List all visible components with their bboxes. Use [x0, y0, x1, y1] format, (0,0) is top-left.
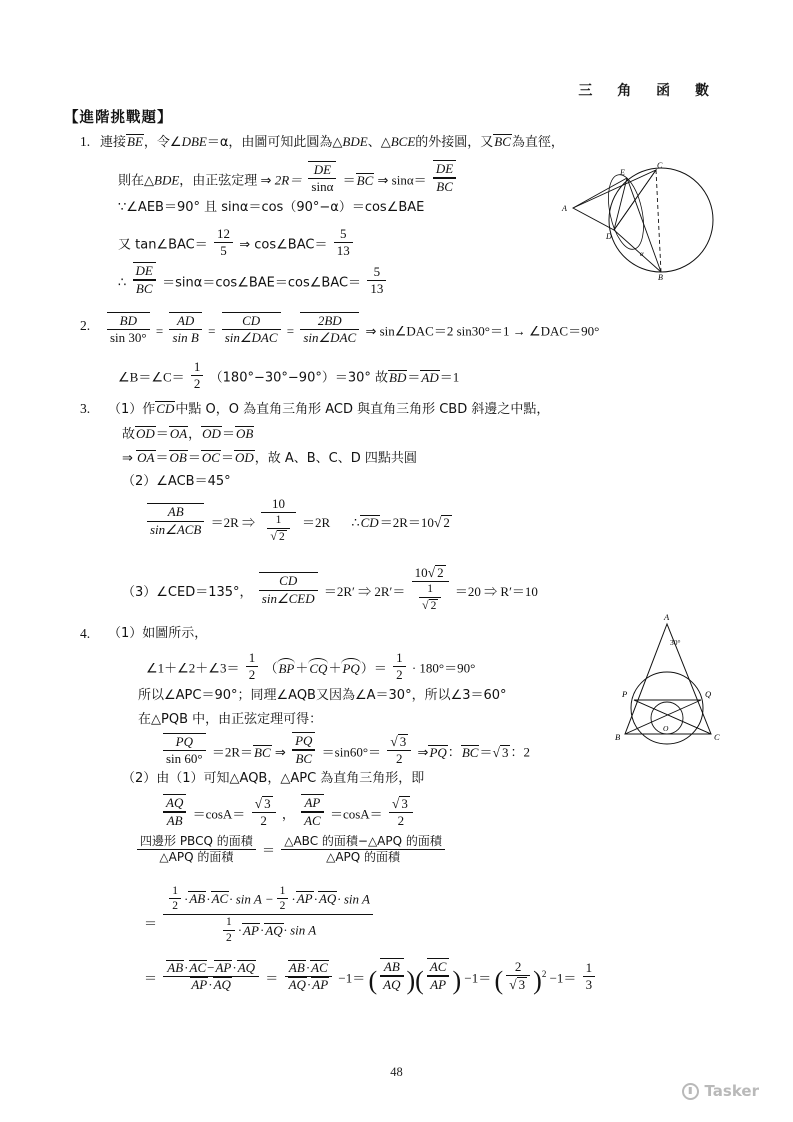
p3l3-t1: ，故 A、B、C、D 四點共圓	[254, 451, 417, 466]
p1l1-t4: 、△	[367, 135, 391, 150]
p2-sinb: sin B	[172, 330, 199, 346]
p4l10-fraction-1	[163, 960, 259, 994]
p3l3-oc: OC	[201, 450, 220, 465]
p1l4-t2: ⇒ cos∠BAC＝	[239, 237, 328, 253]
problem-4-line-4: 在△PQB 中，由正弦定理可得：	[138, 712, 323, 727]
p4l7-rn-val: 3	[264, 796, 271, 811]
p3-ab: AB	[147, 503, 204, 521]
p2-cd: CD	[222, 312, 281, 330]
problem-4-line-9	[144, 884, 376, 946]
p4l8-n2: △ABC 的面積−△APQ 的面積	[281, 834, 445, 850]
p3-eqr: ＝2R ⇒	[210, 514, 256, 530]
p4l10-resd: 3	[585, 977, 593, 993]
p1l2-arrow: ⇒	[260, 172, 272, 188]
problem-4-line-3: 所以∠APC＝90°；同理∠AQB又因為∠A＝30°，所以∠3＝60°	[138, 688, 507, 703]
p4l2-close: ）＝	[360, 660, 387, 676]
p1l2-fraction-de-sina	[308, 161, 336, 196]
svg-text:30°: 30°	[670, 638, 681, 647]
p3l6-inner-fraction	[419, 582, 441, 613]
p4l7-ab: AB	[163, 812, 186, 830]
p4l7-rn2: √ 3	[389, 795, 413, 813]
p3l1-t2: 中點 O，O 為直角三角形 ACD 與直角三角形 CBD 斜邊之中點，	[175, 402, 550, 417]
problem-4-figure	[601, 608, 741, 763]
p4-fraction-pq-bc	[292, 732, 315, 768]
p4l5-eq: ＝	[479, 744, 493, 760]
problem-1-line-1	[100, 134, 564, 151]
p4l10-exponent: 2	[541, 969, 547, 980]
p4l10-m1: −1＝	[338, 970, 366, 986]
p3-res-sqrt-val: 2	[443, 514, 450, 530]
section-title: 【進階挑戰題】	[64, 110, 173, 126]
p1l1-bce: BCE	[390, 134, 416, 149]
p1l4-n2: 5	[334, 226, 353, 243]
p3-sqrt2: √ 2	[270, 528, 285, 543]
p4l10-n2: AB·AC	[285, 960, 333, 977]
problem-2-number: 2.	[80, 318, 91, 333]
problem-3-line-1	[108, 401, 549, 418]
p3l3-ob: OB	[169, 450, 187, 465]
p4l8-d2: △APQ 的面積	[326, 850, 401, 864]
p4l10-d-aq: AQ	[213, 977, 231, 993]
p1l5-n: 5	[367, 264, 386, 281]
p4l10-paren-close-1: )	[406, 966, 416, 995]
p4l10-p1	[380, 958, 403, 994]
p4l10-minus: −	[207, 960, 215, 975]
p4l5-bc3: BC	[461, 744, 479, 760]
p1l1-bde: BDE	[342, 134, 368, 149]
problem-3-line-6	[122, 564, 538, 614]
p1l4-d: 5	[220, 243, 227, 259]
p1l2-bc: BC	[356, 172, 374, 188]
p4l10-d2: AQ·AP	[288, 977, 329, 993]
p3l1-t1: （1）作	[108, 402, 156, 417]
p3l6-res: ＝20 ⇒ R′＝10	[454, 583, 538, 599]
p3l3-e3: ＝	[220, 450, 234, 465]
p4l2-arc-bp: BP	[278, 660, 295, 676]
problem-3-number: 3.	[80, 401, 91, 416]
p4l9-n-a: 1	[169, 884, 181, 899]
p4l7-rn: √ 3	[252, 795, 276, 813]
p4-area-ratio-left	[137, 834, 256, 866]
p2l2-d: 2	[193, 376, 201, 392]
p2-fraction-ad-sinb	[169, 312, 201, 347]
svg-text:B: B	[615, 732, 621, 742]
p4l10-ap2: AP	[312, 977, 329, 993]
tasker-watermark	[682, 1082, 760, 1100]
p4l2-d3: 2	[396, 667, 403, 683]
p3l6-t1: （3）∠CED＝135°，	[122, 584, 253, 600]
p3-res-sqrt: √ 2	[433, 514, 450, 530]
p2-twobd: 2BD	[300, 312, 359, 330]
p3l3-oa: OA	[137, 450, 155, 465]
p4l9-den: $\frac{1}{2}$ ·AP·AQ· sin A	[163, 915, 373, 945]
p4l2-plus1: ＋	[295, 660, 309, 676]
p4l5-pq2: PQ	[292, 732, 315, 750]
page-header-title: 三 角 函 數	[578, 83, 719, 99]
p4l10-p2d: AP	[427, 976, 450, 994]
p3l3-arrow: ⇒	[122, 450, 133, 465]
p3l6-num: 10√ 2	[412, 564, 449, 582]
svg-text:E: E	[620, 168, 625, 177]
p1l2-de: DE	[308, 161, 336, 179]
p3l3-e2: ＝	[187, 450, 201, 465]
p4-fraction-sqrt3-2	[387, 733, 411, 768]
p3l1-cd: CD	[156, 401, 175, 416]
circle-diagram-abcde-svg	[556, 160, 736, 280]
p4l9-sinA2: · sin A	[337, 891, 370, 907]
p4l7-fraction-sqrt3-2b	[389, 795, 413, 830]
p2l2-t3: ＝	[407, 369, 421, 385]
p4l10-d-ap: AP	[191, 977, 208, 993]
p4l2-fraction-half-2	[393, 650, 406, 684]
p1l4-n: 12	[214, 226, 233, 243]
p4l10-f3	[506, 959, 530, 994]
p1l5-t2: ＝sinα＝cos∠BAE＝cos∠BAC＝	[162, 275, 362, 291]
p1l4-fraction-12-5	[214, 226, 233, 260]
svg-text:B: B	[658, 273, 663, 280]
p4l10-fraction-2	[285, 960, 333, 994]
p1l5-fraction-de-bc	[133, 262, 156, 298]
p4l2-plus2: ＋	[328, 660, 342, 676]
p4-big-fraction-areas	[163, 884, 373, 946]
p3l6-one: 1	[419, 582, 441, 597]
p1l1-t1: 連接	[100, 135, 127, 150]
p4-fraction-pq-sin60	[163, 733, 206, 768]
p4l9-ac: AC	[211, 891, 229, 907]
p4l10-p2	[427, 958, 450, 994]
p4l9-d-ap: AP	[243, 922, 259, 938]
p4l7-fraction-sqrt3-2a	[252, 795, 276, 830]
p4l8-d: △APQ 的面積	[159, 850, 234, 864]
p4l2-tail: · 180°＝90°	[411, 660, 476, 676]
p4l10-n1: AB·AC−AP·AQ	[163, 960, 259, 977]
p2l2-ad: AD	[421, 369, 439, 385]
p4l10-paren-close-3: )	[533, 966, 542, 995]
p4l10-ac: AC	[189, 960, 207, 975]
problem-4-line-5	[160, 732, 530, 768]
problem-3-line-3	[122, 450, 417, 467]
p3l2-od2: OD	[202, 426, 221, 441]
p3l2-eq1: ＝	[155, 426, 169, 441]
p4l9-d-sinA: · sin A	[283, 922, 317, 938]
p4l5-arrow2: ⇒	[417, 744, 429, 760]
p4l7-rd2: 2	[397, 813, 405, 829]
p2-eq2: =	[208, 323, 216, 339]
p4l10-p2n: AC	[427, 958, 450, 976]
p3l6-eq: ＝2R′ ⇒ 2R′＝	[323, 583, 406, 599]
p4l10-result-fraction	[583, 960, 596, 994]
p4l5-rn: √ 3	[387, 733, 411, 751]
p4l5-rd: 2	[396, 751, 403, 767]
p4l7-t1: ＝cosA＝	[192, 806, 246, 822]
p4l7-t2: ＝cosA＝	[329, 806, 383, 822]
p4l9-ab: AB	[189, 891, 206, 907]
p1l2-t1: 則在△	[118, 173, 154, 189]
p4l10-ab2: AB	[288, 960, 305, 975]
p3-res: ＝2R＝10	[379, 514, 434, 530]
page-content	[56, 56, 737, 1066]
p4l5-t1: ＝2R＝	[211, 744, 254, 760]
p3l3-e1: ＝	[155, 450, 169, 465]
p4l10-p1n: AB	[380, 958, 403, 976]
p3l6-nrad: 2	[437, 565, 444, 580]
p4l2-arc-pq: PQ	[342, 660, 360, 676]
p3l2-ob: OB	[235, 426, 254, 441]
p1l2-bc2: BC	[433, 178, 456, 196]
p4l9-sinA1: · sin A −	[229, 891, 274, 907]
p2-fraction-cd-sindac	[222, 312, 281, 347]
p2-sindac1: sin∠DAC	[224, 330, 278, 346]
p4l5-pq: PQ	[163, 733, 206, 751]
p1l2-fraction-de-bc	[433, 160, 456, 196]
p4l7-ac: AC	[301, 812, 324, 830]
p4l5-bc: BC	[254, 744, 271, 760]
p1l1-t5: 的外接圓，又	[415, 135, 494, 150]
p1l1-t3: ＝α，由圖可知此圓為△	[206, 135, 343, 150]
p4l5-colon: ：	[447, 744, 461, 760]
p3l2-eq2: ＝	[221, 426, 235, 441]
p1l5-fraction-5-13	[367, 264, 386, 298]
p1l2-sina: sinα	[311, 179, 334, 195]
p4l10-fd-val: 3	[518, 977, 526, 993]
p1l5-de: DE	[133, 262, 156, 280]
p4l2-d: 2	[248, 667, 256, 683]
p4l10-p1d: AQ	[380, 976, 403, 994]
p4l7-ap: AP	[301, 794, 324, 812]
p4l9-d-b: 2	[225, 931, 232, 944]
p4l9-ap: AP	[296, 891, 313, 907]
p1l1-t2: ，令∠	[143, 135, 182, 150]
p3l2-od: OD	[136, 426, 155, 441]
p3l6-n1: 10	[414, 565, 428, 580]
problem-4-line-7	[160, 794, 416, 830]
p2-tail: ⇒ sin∠DAC＝2 sin30°＝1 → ∠DAC＝90°	[365, 323, 600, 339]
svg-text:D: D	[606, 232, 612, 241]
p4l10-paren-close-2: )	[452, 966, 462, 995]
p1l1-seg-be: BE	[127, 134, 143, 149]
p3-sqrt2-val: 2	[278, 530, 285, 543]
p3-fraction-cd-sinced	[259, 572, 318, 607]
p4l5-sqrt3-val: 3	[501, 744, 509, 760]
p1l1-dbe: DBE	[181, 134, 207, 149]
p4l7-rn2-val: 3	[401, 796, 408, 811]
p4l5-t2: ＝sin60°＝	[321, 744, 382, 760]
problem-2-line-1	[104, 312, 599, 347]
svg-text:O: O	[663, 724, 669, 733]
problem-1-number: 1.	[80, 134, 91, 149]
problem-2-line-2	[118, 359, 459, 393]
p4l10-ac2: AC	[311, 960, 328, 975]
svg-text:Q: Q	[705, 689, 712, 699]
p1l1-t6: 為直徑，	[511, 135, 564, 150]
p4l5-rn-val: 3	[399, 734, 407, 749]
p1l2-eq: ＝	[342, 172, 356, 188]
p4l10-paren-open-3: (	[494, 966, 504, 995]
p4l5-sin60: sin 60°	[166, 751, 203, 767]
p3-inner-fraction	[267, 513, 289, 544]
p4l9-half3	[223, 915, 235, 945]
p3l2-oa: OA	[169, 426, 188, 441]
svg-text:C: C	[657, 161, 663, 170]
p4l10-fd: √ 3	[509, 977, 526, 993]
p1l4-fraction-5-13	[334, 226, 353, 260]
p3-one: 1	[267, 513, 289, 528]
p1l2-de2: DE	[433, 160, 456, 178]
p3l6-sinced: sin∠CED	[261, 590, 315, 606]
problem-4-line-8	[134, 834, 448, 866]
svg-text:P: P	[622, 689, 628, 699]
problem-1-line-2	[118, 160, 459, 196]
p4l9-half2	[277, 884, 289, 914]
p1l2-t2: ，由正弦定理	[179, 173, 258, 189]
p3-fraction-10-over-1sqrt2	[261, 496, 295, 545]
p4l10-eq2: ＝	[265, 970, 279, 986]
svg-text:α: α	[640, 250, 644, 258]
problem-1-figure	[556, 160, 736, 285]
p4l8-eq: ＝	[261, 842, 275, 858]
p4l2-open: （	[264, 660, 278, 676]
p4l10-paren-open-1: (	[368, 966, 378, 995]
p4l5-arrow: ⇒	[274, 744, 286, 760]
problem-4-line-1: （1）如圖所示，	[108, 626, 208, 641]
p4l7-rd: 2	[260, 813, 267, 829]
p4l8-n: 四邊形 PBCQ 的面積	[137, 834, 256, 850]
p4-fraction-ap-ac	[301, 794, 324, 830]
p4l2-n2: 1	[393, 650, 406, 667]
p4l9-aq: AQ	[318, 891, 337, 907]
p3l6-cd: CD	[259, 572, 318, 590]
p2l2-bd: BD	[389, 369, 407, 385]
p3-eq2r: ＝2R	[301, 514, 331, 530]
p4l10-m2: −1＝	[464, 970, 492, 986]
problem-1-line-4	[118, 226, 356, 260]
problem-1-line-5	[118, 262, 389, 298]
p2-sindac2: sin∠DAC	[303, 330, 357, 346]
p1l5-bc: BC	[133, 280, 156, 298]
p2-bd: BD	[107, 312, 150, 330]
page-number: 48	[390, 1065, 403, 1079]
p2-fraction-2bd-sindac	[300, 312, 359, 347]
p4l10-ab: AB	[167, 960, 184, 975]
p4l2-arc-cq: CQ	[309, 660, 328, 676]
p4l5-ratio2: ：2	[510, 744, 530, 760]
p4l7-aq: AQ	[163, 794, 186, 812]
p3l3-od: OD	[234, 450, 254, 465]
problem-3-line-2	[122, 426, 254, 443]
problem-4-line-10	[144, 958, 598, 998]
p4l10-aq: AQ	[237, 960, 256, 975]
p4l9-num: $\frac{1}{2}$ ·AB·AC· sin A − $\frac{1}{2}$ ·AP·AQ· sin A	[163, 884, 373, 915]
p1l4-t1: 又 tan∠BAC＝	[118, 237, 208, 253]
p4l10-aq2: AQ	[288, 977, 306, 993]
p4l10-d1: AP·AQ	[191, 977, 231, 993]
p1l1-seg-bc: BC	[494, 134, 511, 149]
svg-text:A: A	[664, 612, 670, 622]
p2-ad: AD	[169, 312, 201, 330]
p1l5-t1: ∴	[118, 275, 127, 291]
p3l6-den	[412, 582, 449, 613]
p4l2-n: 1	[246, 650, 259, 667]
p2-eq3: =	[286, 323, 295, 339]
p4l10-paren-open-2: (	[415, 966, 424, 995]
p4-area-ratio-right	[281, 834, 445, 866]
p4-fraction-aq-ab	[163, 794, 186, 830]
p1l4-d2: 13	[336, 243, 350, 259]
p3l2-t1: 故	[122, 427, 136, 442]
p4l5-sqrt3: √ 3	[492, 744, 509, 760]
power-icon	[682, 1083, 699, 1100]
p2l2-fraction-half	[191, 359, 204, 393]
p3l6-sqrt2: √ 2	[421, 597, 437, 612]
p2-fraction-bd-sin30	[107, 312, 150, 347]
problem-4-line-6: （2）由（1）可知△AQB，△APC 為直角三角形，即	[122, 771, 425, 786]
p2l2-t1: ∠B＝∠C＝	[118, 369, 185, 385]
p4l9-n-d: 1	[277, 884, 289, 899]
circle-diagram-apqbc-svg	[601, 608, 741, 758]
problem-3-line-4: （2）∠ACB＝45°	[122, 474, 231, 489]
p3-cd: CD	[360, 514, 379, 530]
p4l9-d-aq: AQ	[265, 922, 283, 938]
p4l10-resn: 1	[583, 960, 596, 977]
p4l10-ap: AP	[215, 960, 232, 975]
p3l6-sqrt2-val: 2	[430, 599, 437, 612]
p3-fraction-10sqrt2-over-1sqrt2	[412, 564, 449, 614]
p4l9-eq: ＝	[144, 915, 158, 931]
p4l5-bc2: BC	[292, 750, 315, 768]
p3-fraction-ab-sinacb	[147, 503, 204, 538]
p3-therefore: ∴	[351, 514, 360, 530]
problem-3-line-5	[144, 496, 452, 545]
p2l2-n: 1	[191, 359, 204, 376]
problem-1-line-3: ∵∠AEB＝90° 且 sinα＝cos（90°−α）＝cos∠BAE	[118, 200, 425, 215]
p4l5-pq3: PQ	[429, 744, 447, 760]
p4l9-n-e: 2	[279, 900, 286, 913]
p4l9-n-b: 2	[172, 900, 179, 913]
p1l2-bde: BDE	[154, 172, 180, 188]
svg-text:A: A	[562, 204, 567, 213]
p4l9-d-a: 1	[223, 915, 235, 930]
p4l10-tail: −1＝	[549, 970, 577, 986]
p3l2-t2: ，	[188, 427, 202, 442]
p1l2-arrow2: ⇒ sinα＝	[377, 172, 427, 188]
p4l7-comma: ，	[281, 807, 295, 823]
p1l5-d: 13	[370, 281, 384, 297]
p4l2-t1: ∠1＋∠2＋∠3＝	[146, 660, 240, 676]
svg-text:C: C	[714, 732, 720, 742]
p3-sinacb: sin∠ACB	[150, 521, 202, 537]
p2l2-t2: （180°−30°−90°）＝30° 故	[209, 370, 389, 386]
p2-sin30: sin 30°	[110, 330, 147, 346]
p4l9-half1	[169, 884, 181, 914]
problem-4-line-2	[146, 650, 475, 684]
problem-4-number: 4.	[80, 626, 91, 641]
p4l2-fraction-half-1	[246, 650, 259, 684]
p2-eq1: =	[155, 323, 164, 339]
p4l10-eq: ＝	[144, 970, 158, 986]
watermark-label: Tasker	[704, 1082, 759, 1100]
p4l10-fn: 2	[506, 959, 530, 976]
p1l2-2r: 2R＝	[274, 172, 303, 188]
p2l2-t4: ＝1	[439, 369, 460, 385]
p3-denom-frac	[261, 513, 295, 544]
p3-ten: 10	[261, 496, 295, 513]
